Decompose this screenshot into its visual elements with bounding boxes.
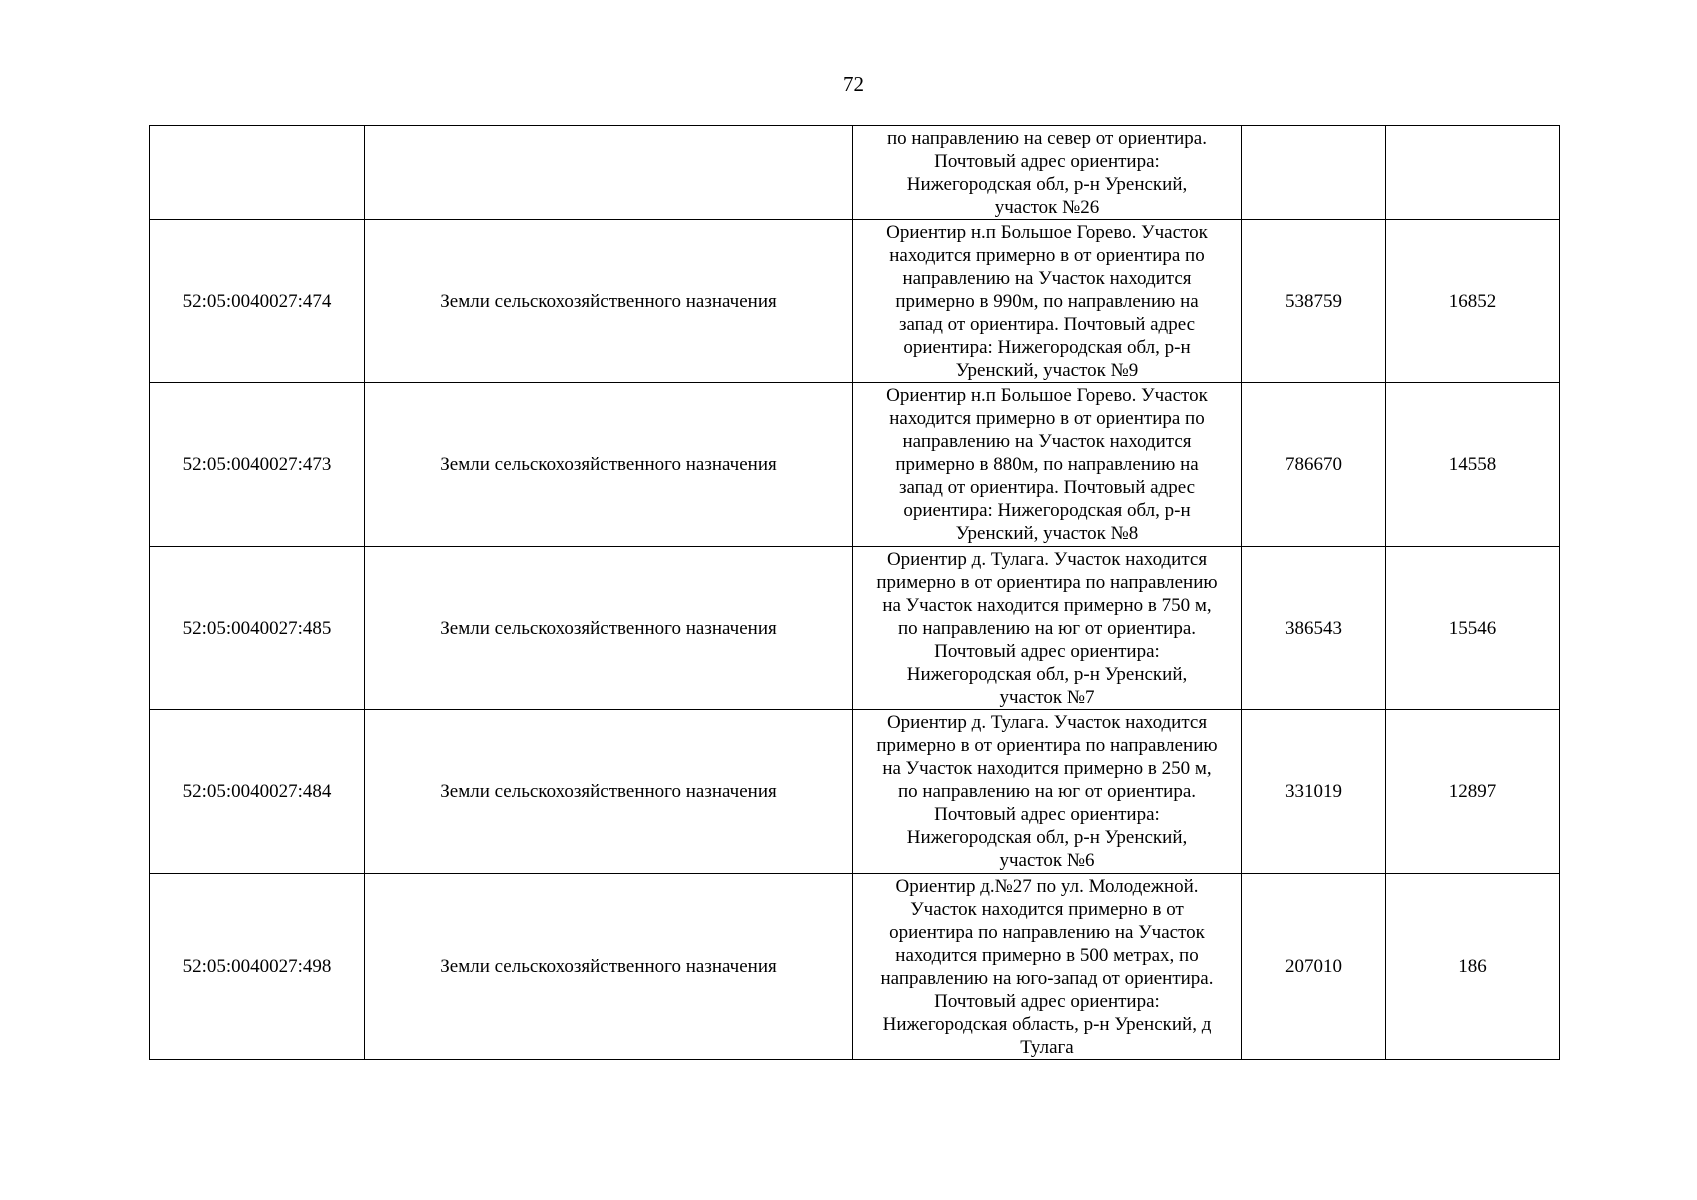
value-cell: 186 <box>1386 874 1560 1060</box>
table-row <box>150 710 1560 874</box>
cadastral-number-cell: 52:05:0040027:484 <box>150 710 365 874</box>
area-cell: 207010 <box>1242 874 1386 1060</box>
land-category-cell: Земли сельскохозяйственного назначения <box>365 383 853 547</box>
location-description-cell: Ориентир д. Тулага. Участок находится примерно в от ориентира по направлению на Участок находится примерно в 250 м, по направлению на юг от ориентира. Почтовый адрес ориентира: Нижегородская обл, р-н Уренский, участок №6 <box>853 710 1242 874</box>
page-number: 72 <box>843 72 864 96</box>
table-row <box>150 383 1560 547</box>
value-cell: 16852 <box>1386 220 1560 383</box>
table-row <box>150 874 1560 1060</box>
table-row <box>150 126 1560 220</box>
value-cell: 12897 <box>1386 710 1560 874</box>
cadastral-number-cell: 52:05:0040027:498 <box>150 874 365 1060</box>
area-cell: 331019 <box>1242 710 1386 874</box>
location-description-cell: Ориентир н.п Большое Горево. Участок находится примерно в от ориентира по направлению на Участок находится примерно в 990м, по направлению на запад от ориентира. Почтовый адрес ориентира: Нижегородская обл, р-н Уренский, участок №9 <box>853 220 1242 383</box>
value-cell: 15546 <box>1386 547 1560 710</box>
area-cell: 538759 <box>1242 220 1386 383</box>
area-cell: 386543 <box>1242 547 1386 710</box>
location-description-cell: по направлению на север от ориентира. Почтовый адрес ориентира: Нижегородская обл, р-н Уренский, участок №26 <box>853 126 1242 220</box>
area-cell <box>1242 126 1386 220</box>
value-cell: 14558 <box>1386 383 1560 547</box>
cadastral-number-cell: 52:05:0040027:473 <box>150 383 365 547</box>
cadastral-number-cell: 52:05:0040027:474 <box>150 220 365 383</box>
land-category-cell: Земли сельскохозяйственного назначения <box>365 547 853 710</box>
cadastral-number-cell <box>150 126 365 220</box>
cadastral-number-cell: 52:05:0040027:485 <box>150 547 365 710</box>
land-plots-table <box>149 125 1560 1060</box>
land-category-cell: Земли сельскохозяйственного назначения <box>365 220 853 383</box>
location-description-cell: Ориентир н.п Большое Горево. Участок находится примерно в от ориентира по направлению на Участок находится примерно в 880м, по направлению на запад от ориентира. Почтовый адрес ориентира: Нижегородская обл, р-н Уренский, участок №8 <box>853 383 1242 547</box>
land-category-cell <box>365 126 853 220</box>
value-cell <box>1386 126 1560 220</box>
table-row <box>150 547 1560 710</box>
land-category-cell: Земли сельскохозяйственного назначения <box>365 874 853 1060</box>
land-category-cell: Земли сельскохозяйственного назначения <box>365 710 853 874</box>
table-row <box>150 220 1560 383</box>
area-cell: 786670 <box>1242 383 1386 547</box>
location-description-cell: Ориентир д.№27 по ул. Молодежной. Участок находится примерно в от ориентира по направлению на Участок находится примерно в 500 метрах, по направлению на юго-запад от ориентира. Почтовый адрес ориентира: Нижегородская область, р-н Уренский, д Тулага <box>853 874 1242 1060</box>
location-description-cell: Ориентир д. Тулага. Участок находится примерно в от ориентира по направлению на Участок находится примерно в 750 м, по направлению на юг от ориентира. Почтовый адрес ориентира: Нижегородская обл, р-н Уренский, участок №7 <box>853 547 1242 710</box>
